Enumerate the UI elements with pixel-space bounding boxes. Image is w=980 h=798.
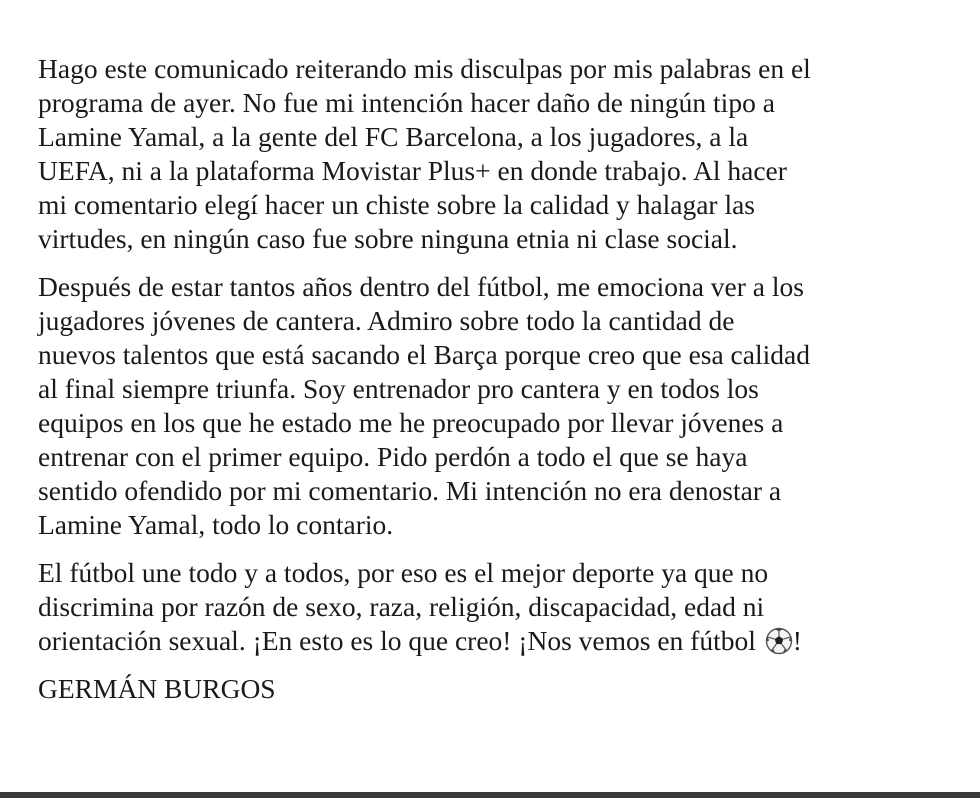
text-line: entrenar con el primer equipo. Pido perdón a todo el que se haya: [38, 441, 748, 472]
text-line: Después de estar tantos años dentro del fútbol, me emociona ver a los: [38, 271, 804, 302]
bottom-border-divider: [0, 792, 980, 798]
text-line: equipos en los que he estado me he preocupado por llevar jóvenes a: [38, 407, 784, 438]
paragraph-apology: [38, 52, 958, 256]
text-line: !: [792, 625, 802, 656]
text-line: Lamine Yamal, a la gente del FC Barcelona, a los jugadores, a la: [38, 121, 749, 152]
statement-document: [38, 52, 958, 706]
text-line-with-icon: [38, 624, 958, 658]
text-line: mi comentario elegí hacer un chiste sobre la calidad y halagar las: [38, 189, 755, 220]
signature: GERMÁN BURGOS: [38, 673, 276, 704]
text-line: nuevos talentos que está sacando el Barça porque creo que esa calidad: [38, 339, 810, 370]
paragraph-youth-football: [38, 270, 958, 542]
text-line: programa de ayer. No fue mi intención hacer daño de ningún tipo a: [38, 87, 775, 118]
text-line: discrimina por razón de sexo, raza, religión, discapacidad, edad ni: [38, 591, 765, 622]
text-line: El fútbol une todo y a todos, por eso es el mejor deporte ya que no: [38, 557, 769, 588]
soccer-ball-icon: [765, 627, 793, 655]
text-line: orientación sexual. ¡En esto es lo que creo! ¡Nos vemos en fútbol: [38, 625, 763, 656]
text-line: UEFA, ni a la plataforma Movistar Plus+ en donde trabajo. Al hacer: [38, 155, 787, 186]
text-line: virtudes, en ningún caso fue sobre ninguna etnia ni clase social.: [38, 223, 738, 254]
paragraph-closing: [38, 556, 958, 658]
text-line: Hago este comunicado reiterando mis disculpas por mis palabras en el: [38, 53, 811, 84]
text-line: al final siempre triunfa. Soy entrenador pro cantera y en todos los: [38, 373, 759, 404]
text-line: Lamine Yamal, todo lo contario.: [38, 509, 394, 540]
text-line: sentido ofendido por mi comentario. Mi intención no era denostar a: [38, 475, 782, 506]
text-line: jugadores jóvenes de cantera. Admiro sobre todo la cantidad de: [38, 305, 735, 336]
